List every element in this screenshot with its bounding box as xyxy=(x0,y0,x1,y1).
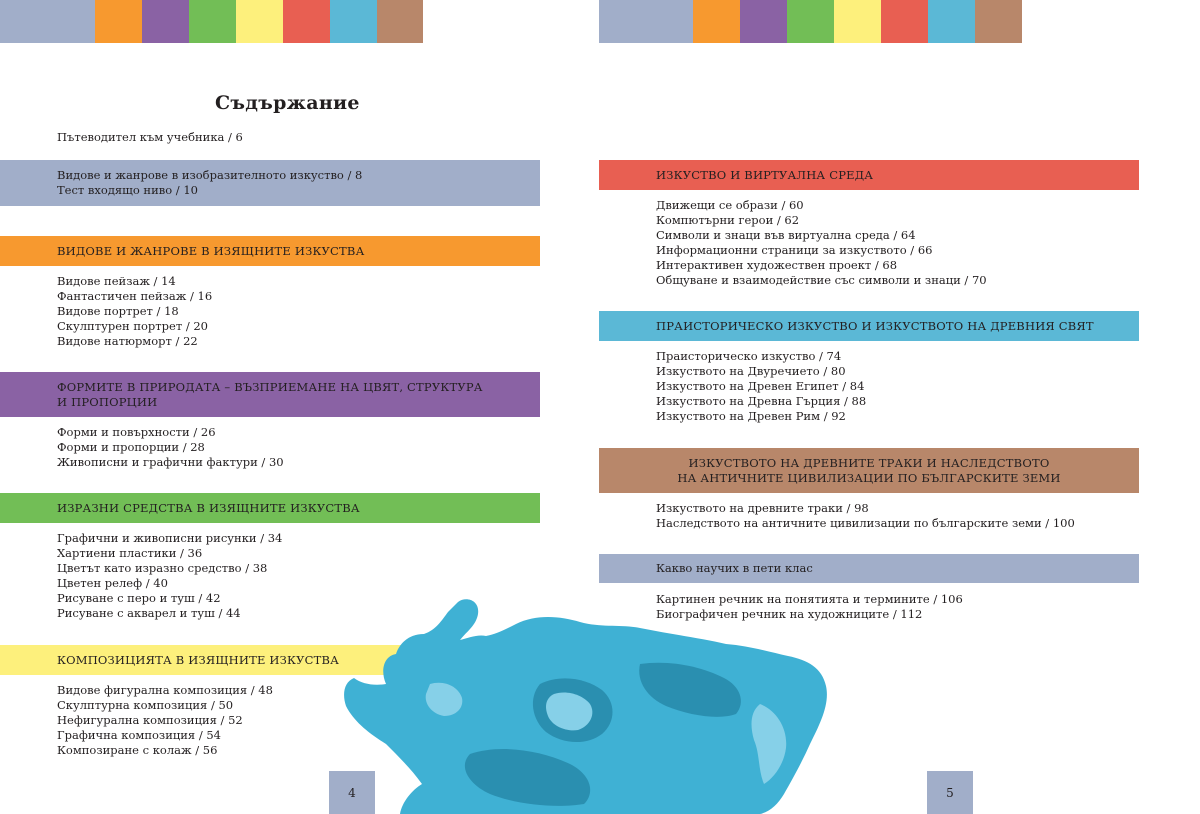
section-heading-text: ПРАИСТОРИЧЕСКО ИЗКУСТВО И ИЗКУСТВОТО НА ДРЕВНИЯ СВЯТ xyxy=(656,318,1094,333)
toc-item[interactable]: Графична композиция / 54 xyxy=(57,728,221,742)
toc-item[interactable]: Скулптурна композиция / 50 xyxy=(57,698,234,712)
toc-item[interactable]: Видове портрет / 18 xyxy=(57,304,179,318)
right-color-strip xyxy=(599,0,1022,43)
toc-item[interactable]: Нефигурална композиция / 52 xyxy=(57,713,243,727)
section-list-prehistoric xyxy=(656,349,866,424)
section-heading-prehistoric xyxy=(599,311,1139,341)
section-heading-text: НА АНТИЧНИТЕ ЦИВИЛИЗАЦИИ ПО БЪЛГАРСКИТЕ ЗЕМИ xyxy=(677,470,1061,485)
toc-item[interactable]: Компютърни герои / 62 xyxy=(656,213,800,227)
strip-cyan xyxy=(928,0,975,43)
section-heading-text: КОМПОЗИЦИЯТА В ИЗЯЩНИТЕ ИЗКУСТВА xyxy=(57,652,340,667)
toc-item[interactable]: Картинен речник на понятията и термините / 106 xyxy=(656,592,963,606)
toc-item[interactable]: Наследството на античните цивилизации по българските земи / 100 xyxy=(656,516,1075,530)
toc-item[interactable]: Композиране с колаж / 56 xyxy=(57,743,218,757)
strip-cyan xyxy=(330,0,377,43)
strip-brown xyxy=(975,0,1022,43)
toc-item[interactable]: Живописни и графични фактури / 30 xyxy=(57,455,284,469)
toc-item[interactable]: Рисуване с акварел и туш / 44 xyxy=(57,606,241,620)
toc-item[interactable]: Праисторическо изкуство / 74 xyxy=(656,349,842,363)
page-number-left: 4 xyxy=(329,771,375,814)
section-heading-text: ВИДОВЕ И ЖАНРОВЕ В ИЗЯЩНИТЕ ИЗКУСТВА xyxy=(57,243,365,258)
strip-red xyxy=(881,0,928,43)
left-color-strip xyxy=(0,0,423,43)
toc-item[interactable]: Цветен релеф / 40 xyxy=(57,576,168,590)
strip-gray xyxy=(0,0,95,43)
strip-yellow xyxy=(834,0,881,43)
toc-item[interactable]: Хартиени пластики / 36 xyxy=(57,546,203,560)
section-heading-virtual xyxy=(599,160,1139,190)
section-list-review xyxy=(656,592,963,622)
page-number-right: 5 xyxy=(927,771,973,814)
section-heading-genres xyxy=(0,236,540,266)
strip-purple xyxy=(142,0,189,43)
toc-item[interactable]: Видове фигурална композиция / 48 xyxy=(57,683,273,697)
section-heading-text: ИЗКУСТВО И ВИРТУАЛНА СРЕДА xyxy=(656,167,874,182)
section-heading-text: И ПРОПОРЦИИ xyxy=(57,394,158,409)
toc-item[interactable]: Цветът като изразно средство / 38 xyxy=(57,561,268,575)
toc-item[interactable]: Фантастичен пейзаж / 16 xyxy=(57,289,213,303)
section-list-thracians xyxy=(656,501,1075,531)
strip-green xyxy=(787,0,834,43)
section-heading-text: Какво научих в пети клас xyxy=(656,561,813,575)
toc-item[interactable]: Движещи се образи / 60 xyxy=(656,198,804,212)
toc-item[interactable]: Видове пейзаж / 14 xyxy=(57,274,176,288)
toc-item[interactable]: Изкуството на Древен Египет / 84 xyxy=(656,379,865,393)
toc-item[interactable]: Информационни страници за изкуството / 66 xyxy=(656,243,933,257)
section-list-forms xyxy=(57,425,284,470)
toc-item[interactable]: Изкуството на Древен Рим / 92 xyxy=(656,409,846,423)
toc-item[interactable]: Скулптурен портрет / 20 xyxy=(57,319,208,333)
toc-item[interactable]: Видове натюрморт / 22 xyxy=(57,334,198,348)
toc-item[interactable]: Биографичен речник на художниците / 112 xyxy=(656,607,923,621)
section-heading-forms xyxy=(0,372,540,417)
section-list-virtual xyxy=(656,198,987,288)
section-heading-review xyxy=(599,554,1139,583)
strip-green xyxy=(189,0,236,43)
toc-item[interactable]: Изкуството на Древна Гърция / 88 xyxy=(656,394,867,408)
section-list-expressive-means xyxy=(57,531,282,621)
toc-item[interactable]: Символи и знаци във виртуална среда / 64 xyxy=(656,228,916,242)
toc-item[interactable]: Форми и повърхности / 26 xyxy=(57,425,216,439)
section-heading-text: ИЗКУСТВОТО НА ДРЕВНИТЕ ТРАКИ И НАСЛЕДСТВОТО xyxy=(688,455,1050,470)
section-list-composition xyxy=(57,683,273,758)
strip-orange xyxy=(693,0,740,43)
toc-item[interactable]: Рисуване с перо и туш / 42 xyxy=(57,591,221,605)
section-heading-expressive-means xyxy=(0,493,540,523)
toc-item[interactable]: Изкуството на Двуречието / 80 xyxy=(656,364,846,378)
section-heading-thracians xyxy=(599,448,1139,493)
intro-band xyxy=(0,160,540,206)
strip-yellow xyxy=(236,0,283,43)
section-list-genres xyxy=(57,274,212,349)
intro-line-test[interactable]: Тест входящо ниво / 10 xyxy=(57,183,198,197)
strip-orange xyxy=(95,0,142,43)
strip-gray xyxy=(599,0,693,43)
strip-red xyxy=(283,0,330,43)
toc-item[interactable]: Графични и живописни рисунки / 34 xyxy=(57,531,283,545)
section-heading-text: ФОРМИТЕ В ПРИРОДАТА – ВЪЗПРИЕМАНЕ НА ЦВЯТ, СТРУКТУРА xyxy=(57,379,483,394)
toc-item[interactable]: Интерактивен художествен проект / 68 xyxy=(656,258,898,272)
section-heading-text: ИЗРАЗНИ СРЕДСТВА В ИЗЯЩНИТЕ ИЗКУСТВА xyxy=(57,500,360,515)
page-title: Съдържание xyxy=(215,92,360,114)
thracian-deer-relief-icon xyxy=(340,594,840,814)
toc-item[interactable]: Изкуството на древните траки / 98 xyxy=(656,501,869,515)
intro-line-genres[interactable]: Видове и жанрове в изобразителното изкуство / 8 xyxy=(57,168,363,182)
strip-brown xyxy=(377,0,423,43)
guide-link[interactable]: Пътеводител към учебника / 6 xyxy=(57,130,243,144)
toc-item[interactable]: Общуване и взаимодействие със символи и знаци / 70 xyxy=(656,273,987,287)
toc-item[interactable]: Форми и пропорции / 28 xyxy=(57,440,205,454)
strip-purple xyxy=(740,0,787,43)
